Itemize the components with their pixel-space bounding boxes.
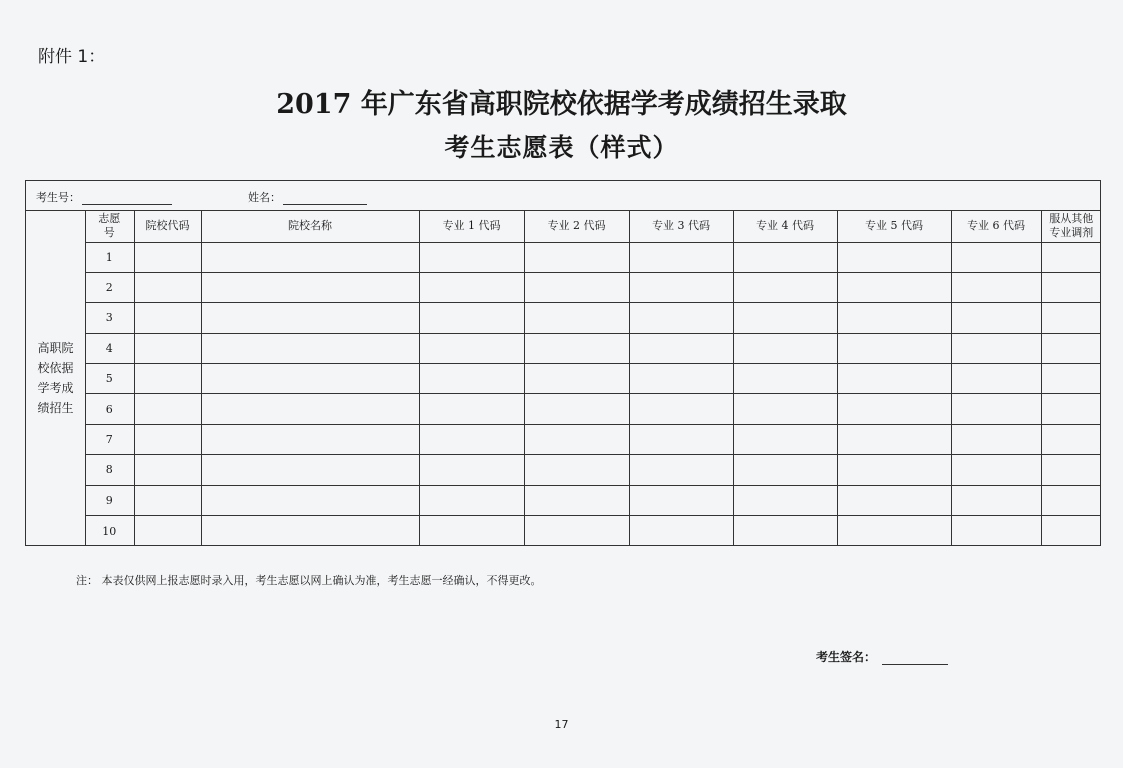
school-code-cell[interactable] bbox=[134, 303, 201, 333]
school-name-cell[interactable] bbox=[201, 303, 419, 333]
adjust-cell[interactable] bbox=[1041, 364, 1101, 394]
choice-number: 4 bbox=[85, 333, 134, 363]
choice-number: 7 bbox=[85, 424, 134, 454]
major1-cell[interactable] bbox=[419, 364, 524, 394]
major1-cell[interactable] bbox=[419, 303, 524, 333]
adjust-cell[interactable] bbox=[1041, 485, 1101, 515]
school-name-cell[interactable] bbox=[201, 242, 419, 272]
signature-blank[interactable] bbox=[882, 652, 948, 665]
major6-cell[interactable] bbox=[951, 485, 1041, 515]
footnote: 注： 本表仅供网上报志愿时录入用，考生志愿以网上确认为准，考生志愿一经确认，不得更改。 bbox=[76, 574, 542, 587]
major4-cell[interactable] bbox=[733, 394, 837, 424]
major2-cell[interactable] bbox=[524, 272, 629, 302]
major4-cell[interactable] bbox=[733, 242, 837, 272]
table-row bbox=[85, 303, 1101, 333]
school-code-cell[interactable] bbox=[134, 455, 201, 485]
school-code-cell[interactable] bbox=[134, 516, 201, 546]
major1-cell[interactable] bbox=[419, 272, 524, 302]
major5-cell[interactable] bbox=[837, 455, 951, 485]
school-name-cell[interactable] bbox=[201, 516, 419, 546]
major3-cell[interactable] bbox=[629, 242, 733, 272]
exam-number-blank[interactable] bbox=[82, 192, 172, 205]
major6-cell[interactable] bbox=[951, 242, 1041, 272]
table-row bbox=[85, 364, 1101, 394]
school-code-cell[interactable] bbox=[134, 242, 201, 272]
major5-cell[interactable] bbox=[837, 272, 951, 302]
choice-number: 1 bbox=[85, 242, 134, 272]
table-row bbox=[85, 333, 1101, 363]
column-header-choice: 志愿号 bbox=[85, 211, 134, 242]
table-row bbox=[85, 455, 1101, 485]
major1-cell[interactable] bbox=[419, 394, 524, 424]
major1-cell[interactable] bbox=[419, 516, 524, 546]
major5-cell[interactable] bbox=[837, 333, 951, 363]
page-number: 17 bbox=[554, 718, 569, 731]
major3-cell[interactable] bbox=[629, 455, 733, 485]
major5-cell[interactable] bbox=[837, 394, 951, 424]
choice-number: 8 bbox=[85, 455, 134, 485]
major2-cell[interactable] bbox=[524, 303, 629, 333]
major6-cell[interactable] bbox=[951, 333, 1041, 363]
major2-cell[interactable] bbox=[524, 485, 629, 515]
signature-label: 考生签名： bbox=[816, 650, 877, 664]
major4-cell[interactable] bbox=[733, 303, 837, 333]
signature-field[interactable] bbox=[816, 648, 948, 665]
choice-number: 6 bbox=[85, 394, 134, 424]
adjust-cell[interactable] bbox=[1041, 303, 1101, 333]
school-code-cell[interactable] bbox=[134, 364, 201, 394]
major6-cell[interactable] bbox=[951, 364, 1041, 394]
choice-number: 9 bbox=[85, 485, 134, 515]
application-form bbox=[25, 180, 1101, 546]
column-header-major2: 专业 2 代码 bbox=[524, 211, 629, 242]
adjust-cell[interactable] bbox=[1041, 516, 1101, 546]
major6-cell[interactable] bbox=[951, 394, 1041, 424]
major6-cell[interactable] bbox=[951, 455, 1041, 485]
major4-cell[interactable] bbox=[733, 516, 837, 546]
table-row bbox=[85, 516, 1101, 546]
table-row bbox=[85, 394, 1101, 424]
choice-number: 10 bbox=[85, 516, 134, 546]
table-header-row bbox=[85, 211, 1101, 242]
major5-cell[interactable] bbox=[837, 485, 951, 515]
name-field[interactable] bbox=[248, 189, 367, 205]
major4-cell[interactable] bbox=[733, 364, 837, 394]
major4-cell[interactable] bbox=[733, 455, 837, 485]
attachment-label: 附件 1： bbox=[38, 47, 106, 67]
major5-cell[interactable] bbox=[837, 364, 951, 394]
column-header-major4: 专业 4 代码 bbox=[733, 211, 837, 242]
major3-cell[interactable] bbox=[629, 516, 733, 546]
major5-cell[interactable] bbox=[837, 424, 951, 454]
choice-number: 2 bbox=[85, 272, 134, 302]
candidate-info-row bbox=[26, 181, 1100, 211]
name-blank[interactable] bbox=[283, 192, 367, 205]
table-row bbox=[85, 424, 1101, 454]
major5-cell[interactable] bbox=[837, 516, 951, 546]
major4-cell[interactable] bbox=[733, 272, 837, 302]
school-name-cell[interactable] bbox=[201, 333, 419, 363]
major1-cell[interactable] bbox=[419, 424, 524, 454]
major6-cell[interactable] bbox=[951, 424, 1041, 454]
major6-cell[interactable] bbox=[951, 272, 1041, 302]
adjust-cell[interactable] bbox=[1041, 242, 1101, 272]
page-title: 2017 年广东省高职院校依据学考成绩招生录取 bbox=[276, 89, 847, 120]
major3-cell[interactable] bbox=[629, 485, 733, 515]
exam-number-field[interactable] bbox=[36, 189, 172, 205]
column-header-adjust: 服从其他专业调剂 bbox=[1041, 211, 1101, 242]
major2-cell[interactable] bbox=[524, 333, 629, 363]
column-header-school-code: 院校代码 bbox=[134, 211, 201, 242]
major4-cell[interactable] bbox=[733, 424, 837, 454]
table-row bbox=[85, 485, 1101, 515]
choice-number: 5 bbox=[85, 364, 134, 394]
major2-cell[interactable] bbox=[524, 364, 629, 394]
adjust-cell[interactable] bbox=[1041, 455, 1101, 485]
choice-number: 3 bbox=[85, 303, 134, 333]
column-header-major5: 专业 5 代码 bbox=[837, 211, 951, 242]
major3-cell[interactable] bbox=[629, 424, 733, 454]
choice-table bbox=[85, 211, 1101, 546]
major3-cell[interactable] bbox=[629, 333, 733, 363]
major3-cell[interactable] bbox=[629, 272, 733, 302]
adjust-cell[interactable] bbox=[1041, 333, 1101, 363]
major2-cell[interactable] bbox=[524, 394, 629, 424]
major3-cell[interactable] bbox=[629, 394, 733, 424]
school-code-cell[interactable] bbox=[134, 333, 201, 363]
table-row bbox=[85, 242, 1101, 272]
major4-cell[interactable] bbox=[733, 485, 837, 515]
school-name-cell[interactable] bbox=[201, 364, 419, 394]
admission-category-cell bbox=[26, 211, 86, 545]
adjust-cell[interactable] bbox=[1041, 272, 1101, 302]
school-code-cell[interactable] bbox=[134, 424, 201, 454]
column-header-major1: 专业 1 代码 bbox=[419, 211, 524, 242]
major6-cell[interactable] bbox=[951, 303, 1041, 333]
column-header-school-name: 院校名称 bbox=[201, 211, 419, 242]
major3-cell[interactable] bbox=[629, 303, 733, 333]
major1-cell[interactable] bbox=[419, 455, 524, 485]
major2-cell[interactable] bbox=[524, 424, 629, 454]
exam-number-label: 考生号： bbox=[36, 191, 80, 204]
school-name-cell[interactable] bbox=[201, 424, 419, 454]
name-label: 姓名： bbox=[248, 191, 281, 204]
major1-cell[interactable] bbox=[419, 242, 524, 272]
major2-cell[interactable] bbox=[524, 242, 629, 272]
major4-cell[interactable] bbox=[733, 333, 837, 363]
school-name-cell[interactable] bbox=[201, 272, 419, 302]
major5-cell[interactable] bbox=[837, 303, 951, 333]
school-name-cell[interactable] bbox=[201, 485, 419, 515]
admission-category-label: 高职院校依据学考成绩招生 bbox=[37, 341, 74, 415]
major1-cell[interactable] bbox=[419, 333, 524, 363]
school-code-cell[interactable] bbox=[134, 485, 201, 515]
major5-cell[interactable] bbox=[837, 242, 951, 272]
column-header-major6: 专业 6 代码 bbox=[951, 211, 1041, 242]
school-name-cell[interactable] bbox=[201, 394, 419, 424]
adjust-cell[interactable] bbox=[1041, 424, 1101, 454]
column-header-major3: 专业 3 代码 bbox=[629, 211, 733, 242]
table-row bbox=[85, 272, 1101, 302]
adjust-cell[interactable] bbox=[1041, 394, 1101, 424]
major2-cell[interactable] bbox=[524, 455, 629, 485]
school-name-cell[interactable] bbox=[201, 455, 419, 485]
major2-cell[interactable] bbox=[524, 516, 629, 546]
page-subtitle: 考生志愿表（样式） bbox=[444, 133, 679, 162]
school-code-cell[interactable] bbox=[134, 272, 201, 302]
major1-cell[interactable] bbox=[419, 485, 524, 515]
major3-cell[interactable] bbox=[629, 364, 733, 394]
major6-cell[interactable] bbox=[951, 516, 1041, 546]
school-code-cell[interactable] bbox=[134, 394, 201, 424]
